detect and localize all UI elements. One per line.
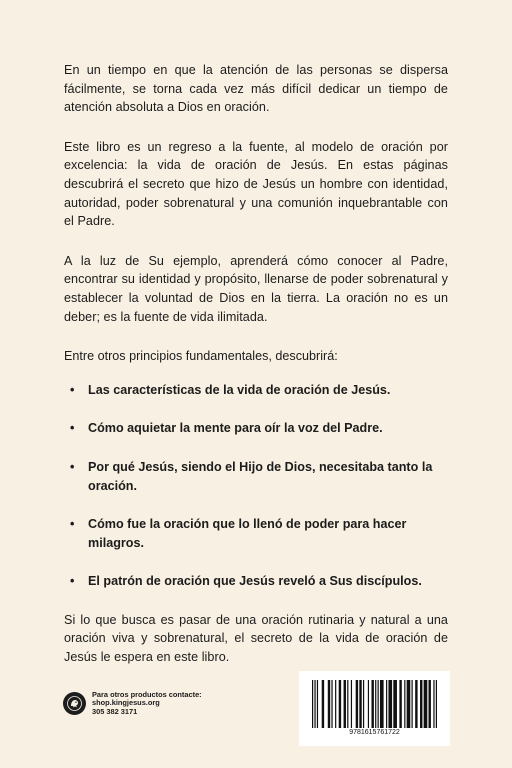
- barcode-bar: [322, 680, 324, 728]
- barcode-bar: [331, 680, 332, 728]
- phone-number: 305 382 3171: [92, 706, 138, 716]
- closing-paragraph: Si lo que busca es pasar de una oración rutinaria y natural a una oración viva y sobrenatural, el secreto de la vida de oración de Jesús le espera en este libro.: [64, 612, 448, 665]
- barcode-bar: [412, 680, 413, 728]
- barcode-bar: [399, 680, 401, 728]
- list-intro: Entre otros principios fundamentales, descubrirá:: [64, 349, 338, 364]
- barcode-bar: [429, 680, 431, 728]
- barcode-bar: [388, 680, 392, 728]
- barcode-bar: [378, 680, 379, 728]
- list-item: [64, 419, 448, 438]
- lion-emblem-icon: [66, 695, 83, 712]
- barcode-bar: [404, 680, 405, 728]
- list-item-text: Por qué Jesús, siendo el Hijo de Dios, necesitaba tanto la oración.: [88, 459, 433, 493]
- bullet-icon: •: [70, 517, 75, 532]
- list-item-text: El patrón de oración que Jesús reveló a Sus discípulos.: [88, 574, 422, 589]
- barcode-bar: [415, 680, 417, 728]
- paragraph-2: Este libro es un regreso a la fuente, al modelo de oración por excelencia: la vida de oración de Jesús. En estas páginas descubrirá el secreto que hizo de Jesús un hombre con identidad, autoridad, poder sobrenatural y una comunión inquebrantable con el Padre.: [64, 139, 448, 229]
- barcode-bar: [393, 680, 397, 728]
- barcode-bar: [356, 680, 358, 728]
- bullet-icon: •: [70, 421, 75, 436]
- barcode-bar: [359, 680, 361, 728]
- back-cover-text: [64, 61, 448, 688]
- list-item-text: Cómo fue la oración que lo llenó de poder para hacer milagros.: [88, 517, 407, 550]
- barcode-bar: [335, 680, 336, 728]
- barcode-bar: [328, 680, 330, 728]
- principles-list: [64, 381, 448, 591]
- barcode-bar: [371, 680, 373, 728]
- website-link[interactable]: shop.kingjesus.org: [92, 698, 160, 708]
- barcode-bar: [312, 680, 313, 728]
- barcode-bar: [386, 680, 387, 728]
- barcode-bar: [380, 680, 384, 728]
- bullet-icon: •: [70, 459, 75, 474]
- contact-info: [92, 691, 202, 716]
- barcode-bar: [347, 680, 348, 728]
- barcode-bar: [375, 680, 376, 728]
- publisher-logo-icon: [63, 692, 86, 715]
- paragraph-3: A la luz de Su ejemplo, aprenderá cómo conocer al Padre, encontrar su identidad y propósito, llenarse de poder sobrenatural y establecer la voluntad de Dios en la tierra. La oración no es un deber; es la fuente de vida ilimitada.: [64, 253, 448, 324]
- bullet-icon: •: [70, 574, 75, 589]
- barcode-image: [312, 680, 437, 728]
- contact-label: Para otros productos contacte:: [92, 690, 202, 699]
- bullet-icon: •: [70, 382, 75, 397]
- barcode-bar: [420, 680, 422, 728]
- barcode-bar: [407, 680, 411, 728]
- barcode-bar: [351, 680, 352, 728]
- publisher-footer: [63, 691, 202, 716]
- barcode-bar: [368, 680, 369, 728]
- barcode-bar: [436, 680, 437, 728]
- barcode-bar: [424, 680, 428, 728]
- barcode-bar: [363, 680, 364, 728]
- barcode-bar: [317, 680, 318, 728]
- barcode-bar: [339, 680, 341, 728]
- paragraph-1: En un tiempo en que la atención de las personas se dispersa fácilmente, se torna cada vez más difícil dedicar un tiempo de atención absoluta a Dios en oración.: [64, 63, 448, 115]
- list-item: [64, 515, 448, 552]
- list-item: [64, 458, 448, 495]
- list-item-text: Cómo aquietar la mente para oír la voz del Padre.: [88, 421, 383, 436]
- isbn-number: 9781615761722: [349, 729, 400, 736]
- barcode-box: [299, 671, 450, 746]
- list-item-text: Las características de la vida de oración de Jesús.: [88, 382, 391, 397]
- barcode-bar: [344, 680, 346, 728]
- list-item: [64, 572, 448, 591]
- barcode-bar: [314, 680, 315, 728]
- list-item: [64, 381, 448, 400]
- barcode-bar: [433, 680, 434, 728]
